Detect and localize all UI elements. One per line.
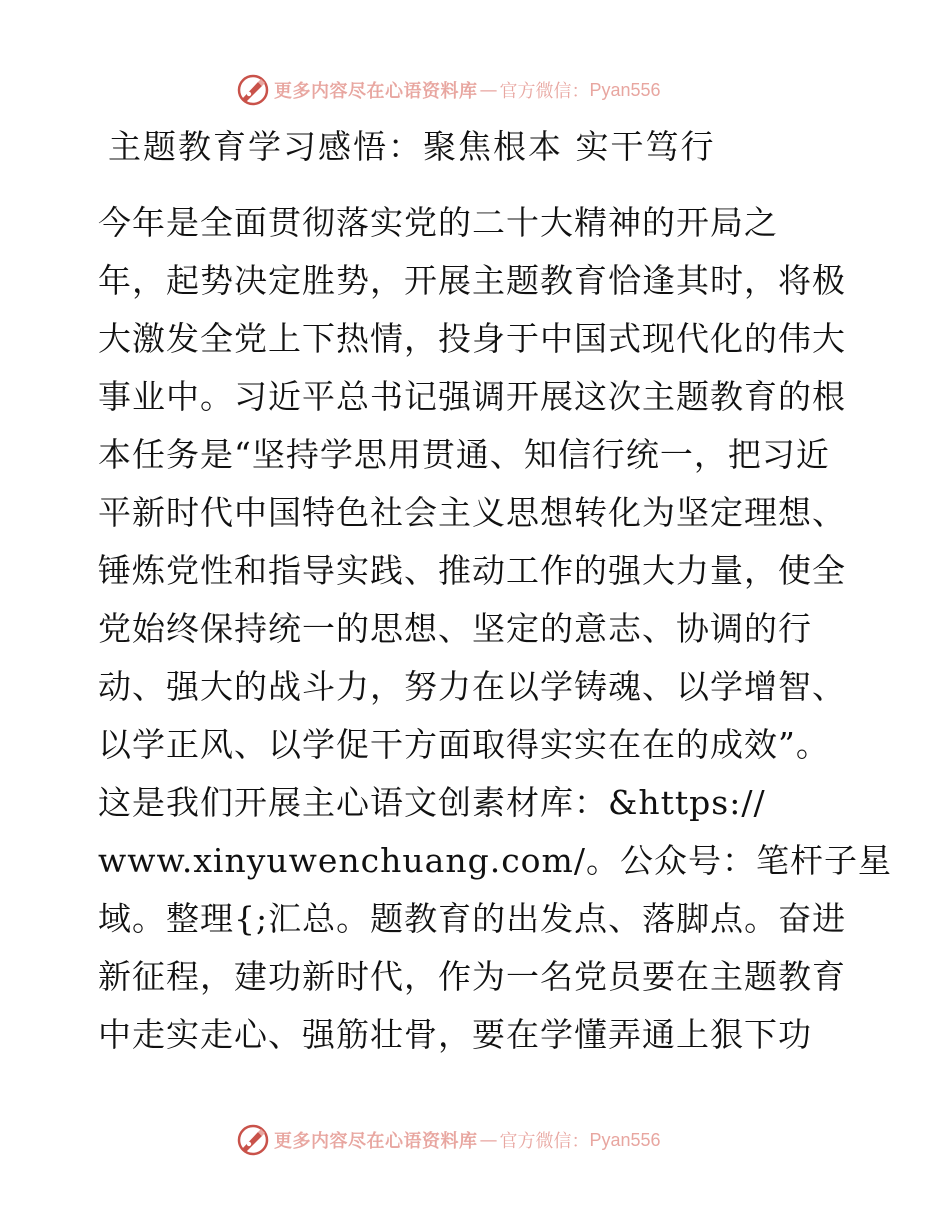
body-line: 动、强大的战斗力，努力在以学铸魂、以学增智、 [98,667,846,706]
body-line: 锤炼党性和指导实践、推动工作的强大力量，使全 [98,551,846,590]
body-line: 大激发全党上下热情，投身于中国式现代化的伟大 [98,319,846,358]
body-line: www.xinyuwenchuang.com/。公众号：笔杆子星 [98,841,892,880]
body-line: 域。整理{;汇总。题教育的出发点、落脚点。奋进 [98,899,847,938]
body-line: 中走实走心、强筋壮骨，要在学懂弄通上狠下功 [98,1015,812,1054]
body-line: 党始终保持统一的思想、坚定的意志、协调的行 [98,609,812,648]
header-watermark-banner [236,72,661,108]
watermark-text: 更多内容尽在心语资料库 [274,1131,478,1152]
wechat-id: Pyan556 [589,1129,661,1150]
watermark-separator: — [479,79,498,101]
pen-logo-icon [236,73,270,107]
wechat-label: 官方微信： [499,1131,590,1152]
body-line: 本任务是“坚持学思用贯通、知信行统一，把习近 [98,435,830,474]
body-line: 年，起势决定胜势，开展主题教育恰逢其时，将极 [98,261,846,300]
footer-watermark-banner [236,1122,661,1158]
wechat-id: Pyan556 [589,79,661,100]
wechat-label: 官方微信： [499,81,590,102]
body-line: 事业中。习近平总书记强调开展这次主题教育的根 [98,377,846,416]
watermark-text: 更多内容尽在心语资料库 [274,81,478,102]
body-line: 今年是全面贯彻落实党的二十大精神的开局之 [98,203,778,242]
watermark-separator: — [479,1129,498,1151]
document-body [98,194,892,1064]
document-title: 主题教育学习感悟：聚焦根本 实干笃行 [108,127,716,166]
body-line: 新征程，建功新时代，作为一名党员要在主题教育 [98,957,846,996]
body-line: 平新时代中国特色社会主义思想转化为坚定理想、 [98,493,846,532]
pen-logo-icon [236,1123,270,1157]
body-line: 以学正风、以学促干方面取得实实在在的成效”。 [98,725,830,764]
body-line: 这是我们开展主心语文创素材库：&https:// [98,783,766,822]
